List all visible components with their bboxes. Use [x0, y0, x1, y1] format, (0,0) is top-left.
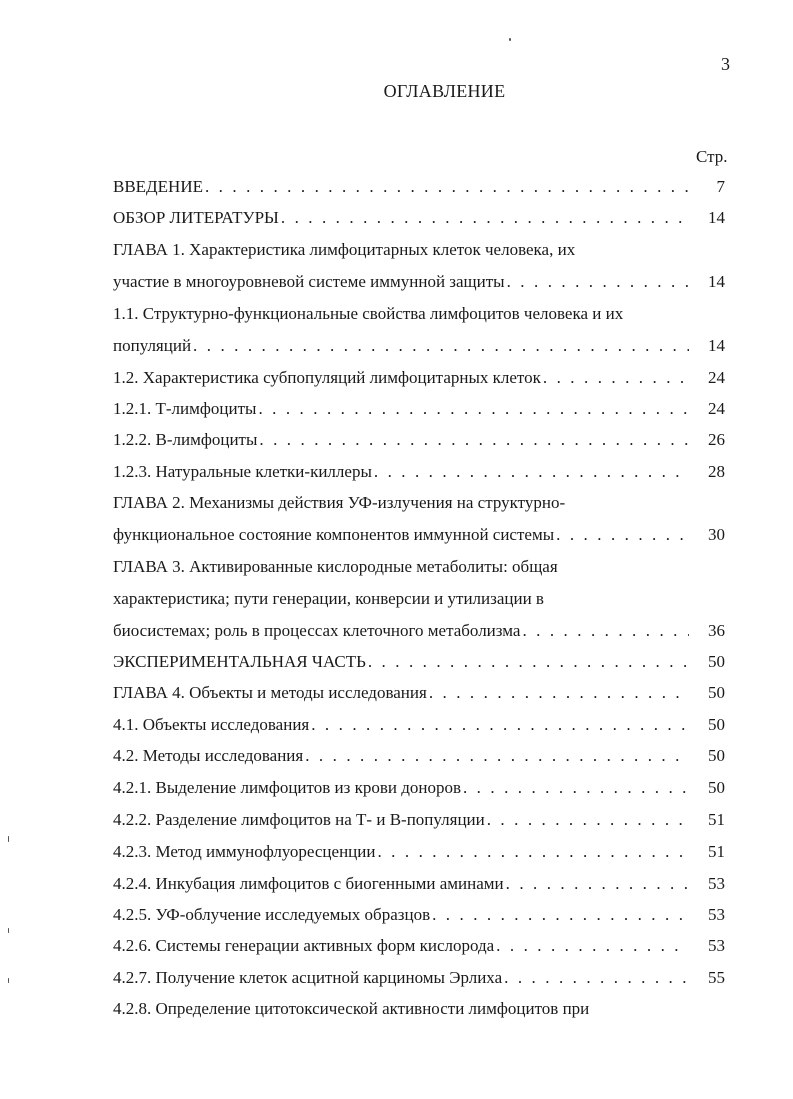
toc-entry [113, 808, 725, 832]
toc-entry-page: 50 [708, 683, 725, 702]
toc-entry [113, 966, 725, 990]
toc-entry-title: 4.2.6. Системы генерации активных форм кислорода [113, 936, 495, 955]
toc-entry-page: 7 [716, 177, 725, 196]
toc-entry-title: 1.2.1. Т-лимфоциты [113, 399, 257, 418]
toc-entry-page: 53 [708, 905, 725, 924]
toc-entry [113, 650, 725, 674]
dot-leader [429, 681, 689, 705]
toc-entry-title: участие в многоуровневой системе иммунной защиты [113, 272, 505, 291]
toc-entry-page: 53 [708, 936, 725, 955]
dot-leader [377, 840, 689, 864]
toc-entry-title: 1.2.2. В-лимфоциты [113, 430, 258, 449]
toc-entry [113, 903, 725, 927]
toc-entry-page: 50 [708, 746, 725, 765]
page-column-header: Стр. [696, 147, 728, 166]
toc-entry-title: 1.1. Структурно-функциональные свойства лимфоцитов человека и их [113, 304, 624, 323]
scan-speck [509, 38, 511, 41]
toc-entry [113, 334, 725, 358]
toc-entry-title: 4.2. Методы исследования [113, 746, 304, 765]
toc-entry-title: популяций [113, 336, 192, 355]
page-number: 3 [721, 54, 730, 74]
dot-leader [487, 808, 689, 832]
dot-leader [259, 428, 689, 452]
dot-leader [522, 619, 689, 643]
toc-entry-title: ОБЗОР ЛИТЕРАТУРЫ [113, 208, 279, 227]
dot-leader [543, 366, 689, 390]
toc-entry-page: 14 [708, 336, 725, 355]
dot-leader [311, 713, 689, 737]
toc-entry-title: 4.2.1. Выделение лимфоцитов из крови доноров [113, 778, 461, 797]
dot-leader [432, 903, 689, 927]
toc-entry-page: 51 [708, 810, 725, 829]
toc-entry-page: 50 [708, 715, 725, 734]
scan-speck [8, 978, 9, 983]
toc-entry [113, 206, 725, 230]
toc-entry [113, 460, 725, 484]
toc-entry [113, 776, 725, 800]
dot-leader [496, 934, 689, 958]
toc-entry-title: ГЛАВА 3. Активированные кислородные метаболиты: общая [113, 557, 558, 576]
toc-entry [113, 238, 725, 262]
dot-leader [506, 872, 689, 896]
toc-entry-page: 14 [708, 208, 725, 227]
dot-leader [281, 206, 689, 230]
toc-entry-page: 24 [708, 368, 725, 387]
toc-entry-page: 36 [708, 621, 725, 640]
toc-entry-title: ГЛАВА 2. Механизмы действия УФ-излучения на структурно- [113, 493, 566, 512]
dot-leader [507, 270, 689, 294]
dot-leader [368, 650, 689, 674]
toc-entry [113, 491, 725, 515]
toc-entry-page: 14 [708, 272, 725, 291]
toc-entry [113, 744, 725, 768]
toc-entry-title: ГЛАВА 1. Характеристика лимфоцитарных клеток человека, их [113, 240, 576, 259]
toc-entry [113, 713, 725, 737]
dot-leader [374, 460, 689, 484]
toc-entry [113, 619, 725, 643]
toc-entry-title: 4.2.7. Получение клеток асцитной карциномы Эрлиха [113, 968, 503, 987]
toc-entry-page: 55 [708, 968, 725, 987]
toc-entry-title: характеристика; пути генерации, конверсии и утилизации в [113, 589, 544, 608]
dot-leader [504, 966, 689, 990]
toc-entry-title: функциональное состояние компонентов иммунной системы [113, 525, 555, 544]
toc-entry-title: 4.1. Объекты исследования [113, 715, 310, 734]
toc-entry-title: 4.2.2. Разделение лимфоцитов на Т- и В-популяции [113, 810, 485, 829]
toc-entry [113, 175, 725, 199]
toc-entry [113, 302, 725, 326]
page-title: ОГЛАВЛЕНИЕ [383, 81, 506, 101]
toc-entry-page: 50 [708, 652, 725, 671]
toc-entry [113, 587, 725, 611]
toc-entry-page: 30 [708, 525, 725, 544]
toc-entry [113, 523, 725, 547]
toc-entry [113, 428, 725, 452]
toc-entry [113, 366, 725, 390]
toc-entry [113, 934, 725, 958]
toc-entry [113, 555, 725, 579]
toc-entry-page: 24 [708, 399, 725, 418]
toc-entry [113, 681, 725, 705]
toc-entry-title: биосистемах; роль в процессах клеточного метаболизма [113, 621, 521, 640]
toc-entry-title: 4.2.8. Определение цитотоксической активности лимфоцитов при [113, 999, 590, 1018]
toc-entry-page: 28 [708, 462, 725, 481]
toc-entry-title: 4.2.5. УФ-облучение исследуемых образцов [113, 905, 431, 924]
toc-entry-title: ВВЕДЕНИЕ [113, 177, 203, 196]
dot-leader [205, 175, 689, 199]
toc-entry-page: 53 [708, 874, 725, 893]
toc-entry-title: 4.2.4. Инкубация лимфоцитов с биогенными аминами [113, 874, 504, 893]
toc-entry [113, 397, 725, 421]
scan-speck [8, 928, 9, 933]
toc-entry-title: 1.2.3. Натуральные клетки-киллеры [113, 462, 372, 481]
dot-leader [556, 523, 689, 547]
dot-leader [258, 397, 689, 421]
toc-entry-title: 4.2.3. Метод иммунофлуоресценции [113, 842, 376, 861]
toc-entry-title: ЭКСПЕРИМЕНТАЛЬНАЯ ЧАСТЬ [113, 652, 366, 671]
dot-leader [193, 334, 689, 358]
toc-entry [113, 872, 725, 896]
toc-entry-page: 26 [708, 430, 725, 449]
toc-entry [113, 997, 725, 1021]
dot-leader [305, 744, 689, 768]
toc-entry-page: 51 [708, 842, 725, 861]
toc-entry [113, 270, 725, 294]
scan-speck [8, 836, 9, 842]
toc-entry-page: 50 [708, 778, 725, 797]
dot-leader [463, 776, 689, 800]
toc-entry-title: ГЛАВА 4. Объекты и методы исследования [113, 683, 427, 702]
toc-entry-title: 1.2. Характеристика субпопуляций лимфоцитарных клеток [113, 368, 541, 387]
toc-entry [113, 840, 725, 864]
